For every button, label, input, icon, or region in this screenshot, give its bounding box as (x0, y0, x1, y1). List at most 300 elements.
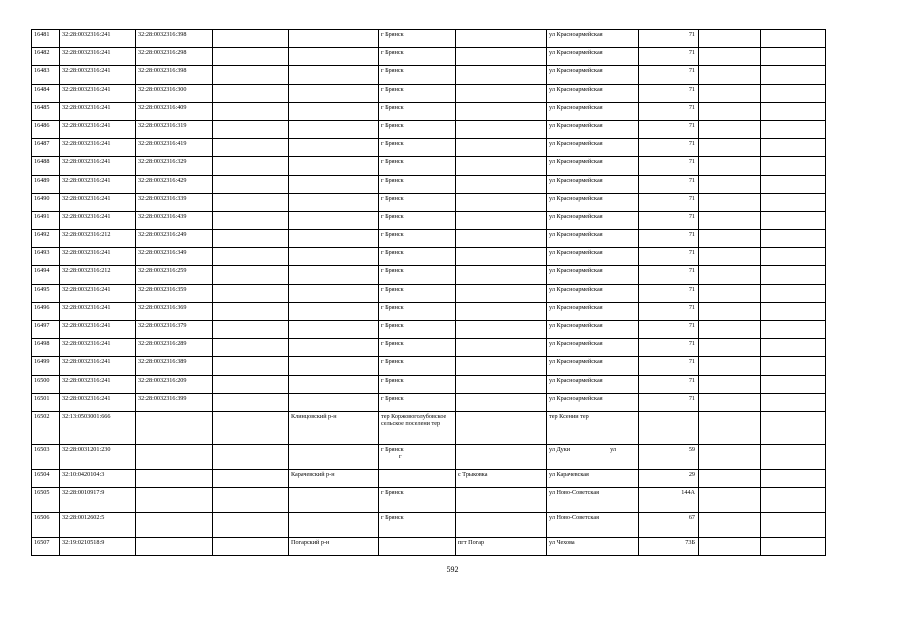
empty-cell (213, 375, 289, 393)
settlement (456, 321, 547, 339)
cadastral-number: 32:10:0420104:3 (60, 469, 136, 487)
city: г Брянск (379, 139, 456, 157)
house: 71 (639, 139, 699, 157)
city: г Брянск (379, 393, 456, 411)
house: 71 (639, 393, 699, 411)
street: ул Красноармейская (547, 302, 639, 320)
empty-cell (699, 321, 761, 339)
sub-cadastral-number: 32:28:0032316:389 (136, 357, 213, 375)
house: 71 (639, 211, 699, 229)
house: 71 (639, 66, 699, 84)
empty-cell (699, 66, 761, 84)
street: ул Красноармейская (547, 120, 639, 138)
empty-cell (699, 48, 761, 66)
empty-cell (699, 230, 761, 248)
table-row (32, 193, 826, 211)
cadastral-number: 32:19:0210518:9 (60, 538, 136, 556)
house: 71 (639, 120, 699, 138)
street: ул Красноармейская (547, 393, 639, 411)
table-row (32, 411, 826, 444)
street: ул Красноармейская (547, 339, 639, 357)
cadastral-number: 32:28:0010917:9 (60, 488, 136, 513)
district (289, 302, 379, 320)
street (547, 444, 639, 469)
row-number: 16500 (32, 375, 60, 393)
street-suffix: ул (610, 445, 616, 453)
empty-cell (213, 230, 289, 248)
empty-cell (761, 339, 826, 357)
street: ул Красноармейская (547, 248, 639, 266)
empty-cell (213, 538, 289, 556)
house: 71 (639, 357, 699, 375)
cadastral-number: 32:28:0032316:241 (60, 175, 136, 193)
table-row (32, 375, 826, 393)
empty-cell (213, 120, 289, 138)
row-number: 16504 (32, 469, 60, 487)
row-number: 16485 (32, 102, 60, 120)
district (289, 488, 379, 513)
district (289, 513, 379, 538)
cadastral-number: 32:28:0032316:212 (60, 230, 136, 248)
row-number: 16503 (32, 444, 60, 469)
empty-cell (213, 444, 289, 469)
sub-cadastral-number: 32:28:0032316:329 (136, 157, 213, 175)
cadastral-number: 32:28:0032316:241 (60, 357, 136, 375)
empty-cell (213, 284, 289, 302)
register-table (31, 29, 826, 556)
special-rows (32, 411, 826, 555)
district (289, 120, 379, 138)
settlement (456, 488, 547, 513)
empty-cell (213, 84, 289, 102)
empty-cell (761, 488, 826, 513)
empty-cell (761, 102, 826, 120)
table-row (32, 444, 826, 469)
empty-cell (213, 513, 289, 538)
row-number: 16483 (32, 66, 60, 84)
row-number: 16496 (32, 302, 60, 320)
settlement (456, 66, 547, 84)
city: г Брянск (379, 339, 456, 357)
row-number: 16505 (32, 488, 60, 513)
sub-cadastral-number (136, 411, 213, 444)
district (289, 102, 379, 120)
sub-cadastral-number: 32:28:0032316:398 (136, 30, 213, 48)
district: Карачевский р-н (289, 469, 379, 487)
street: ул Красноармейская (547, 357, 639, 375)
empty-cell (761, 48, 826, 66)
street: ул Ново-Советская (547, 488, 639, 513)
table-row (32, 393, 826, 411)
empty-cell (761, 211, 826, 229)
empty-cell (761, 375, 826, 393)
house: 71 (639, 230, 699, 248)
house: 71 (639, 248, 699, 266)
city: г Брянск (379, 211, 456, 229)
city: г Брянск (379, 30, 456, 48)
cadastral-number: 32:28:0032316:241 (60, 284, 136, 302)
empty-cell (213, 102, 289, 120)
settlement: с Трыковка (456, 469, 547, 487)
empty-cell (699, 193, 761, 211)
empty-cell (761, 357, 826, 375)
sub-cadastral-number: 32:28:0032316:439 (136, 211, 213, 229)
table-row (32, 513, 826, 538)
house: 71 (639, 266, 699, 284)
cadastral-number: 32:28:0032316:241 (60, 157, 136, 175)
table-row (32, 102, 826, 120)
street: тер Ксении тер (547, 411, 639, 444)
city: г Брянск (379, 375, 456, 393)
table-row (32, 321, 826, 339)
house: 71 (639, 375, 699, 393)
house: 71 (639, 321, 699, 339)
district (289, 66, 379, 84)
settlement (456, 444, 547, 469)
sub-cadastral-number: 32:28:0032316:289 (136, 339, 213, 357)
empty-cell (213, 469, 289, 487)
cadastral-number: 32:28:0032316:241 (60, 339, 136, 357)
empty-cell (699, 284, 761, 302)
street: ул Красноармейская (547, 84, 639, 102)
cadastral-number: 32:28:0032316:241 (60, 211, 136, 229)
empty-cell (761, 120, 826, 138)
empty-cell (761, 393, 826, 411)
empty-cell (699, 139, 761, 157)
empty-cell (699, 266, 761, 284)
sub-cadastral-number: 32:28:0032316:419 (136, 139, 213, 157)
district (289, 339, 379, 357)
city: г Брянск (379, 248, 456, 266)
settlement (456, 102, 547, 120)
table-row (32, 488, 826, 513)
cadastral-number: 32:28:0032316:241 (60, 321, 136, 339)
table-row (32, 538, 826, 556)
street-name: ул Дуки (549, 445, 571, 453)
empty-cell (699, 248, 761, 266)
city: г Брянск (379, 193, 456, 211)
district (289, 393, 379, 411)
cadastral-number: 32:28:0012602:5 (60, 513, 136, 538)
sub-cadastral-number (136, 469, 213, 487)
district (289, 230, 379, 248)
district (289, 375, 379, 393)
street: ул Красноармейская (547, 284, 639, 302)
sub-cadastral-number: 32:28:0032316:298 (136, 48, 213, 66)
street: ул Красноармейская (547, 175, 639, 193)
city: г Брянск (379, 321, 456, 339)
settlement (456, 175, 547, 193)
row-number: 16488 (32, 157, 60, 175)
district (289, 357, 379, 375)
cadastral-number: 32:28:0032316:241 (60, 248, 136, 266)
empty-cell (761, 139, 826, 157)
settlement (456, 375, 547, 393)
empty-cell (761, 284, 826, 302)
house: 71 (639, 193, 699, 211)
city: г Брянск (379, 357, 456, 375)
street: ул Карачевская (547, 469, 639, 487)
row-number: 16495 (32, 284, 60, 302)
city: г Брянск (379, 66, 456, 84)
row-number: 16493 (32, 248, 60, 266)
empty-cell (213, 357, 289, 375)
house: 71 (639, 284, 699, 302)
cadastral-number: 32:28:0032316:212 (60, 266, 136, 284)
empty-cell (213, 302, 289, 320)
settlement (456, 513, 547, 538)
empty-cell (213, 139, 289, 157)
house: 29 (639, 469, 699, 487)
settlement (456, 411, 547, 444)
settlement (456, 339, 547, 357)
street: ул Красноармейская (547, 230, 639, 248)
table-row (32, 230, 826, 248)
house: 71 (639, 84, 699, 102)
city: г Брянск (379, 120, 456, 138)
house: 67 (639, 513, 699, 538)
district: Погарский р-н (289, 538, 379, 556)
empty-cell (761, 193, 826, 211)
house: 71 (639, 157, 699, 175)
city: г Брянск (379, 302, 456, 320)
house: 71 (639, 102, 699, 120)
house: 59 (639, 444, 699, 469)
empty-cell (213, 411, 289, 444)
row-number: 16489 (32, 175, 60, 193)
sub-cadastral-number: 32:28:0032316:429 (136, 175, 213, 193)
empty-cell (213, 193, 289, 211)
house: 73Б (639, 538, 699, 556)
house: 71 (639, 339, 699, 357)
city: г Брянск (379, 175, 456, 193)
city: г Брянск (379, 513, 456, 538)
cadastral-number: 32:28:0032316:241 (60, 120, 136, 138)
empty-cell (761, 266, 826, 284)
district: Клинцовский р-н (289, 411, 379, 444)
table-row (32, 357, 826, 375)
sub-cadastral-number (136, 488, 213, 513)
street: ул Красноармейская (547, 157, 639, 175)
city: тер Коржовоголубовское сельское поселени тер (379, 411, 456, 444)
street: ул Красноармейская (547, 375, 639, 393)
settlement (456, 211, 547, 229)
table-row (32, 120, 826, 138)
empty-cell (699, 488, 761, 513)
table-row (32, 30, 826, 48)
empty-cell (761, 66, 826, 84)
table-row (32, 248, 826, 266)
empty-cell (213, 488, 289, 513)
street: ул Красноармейская (547, 139, 639, 157)
cadastral-number: 32:28:0032316:241 (60, 102, 136, 120)
district (289, 157, 379, 175)
register-rows (32, 30, 826, 412)
empty-cell (761, 469, 826, 487)
empty-cell (761, 175, 826, 193)
district (289, 193, 379, 211)
row-number: 16494 (32, 266, 60, 284)
district (289, 284, 379, 302)
empty-cell (761, 513, 826, 538)
sub-cadastral-number: 32:28:0032316:379 (136, 321, 213, 339)
district (289, 175, 379, 193)
cadastral-number: 32:28:0032316:241 (60, 393, 136, 411)
house: 71 (639, 48, 699, 66)
row-number: 16484 (32, 84, 60, 102)
empty-cell (761, 321, 826, 339)
street: ул Красноармейская (547, 30, 639, 48)
city: г Брянск (379, 284, 456, 302)
street: ул Красноармейская (547, 266, 639, 284)
empty-cell (699, 120, 761, 138)
city: г Брянск (379, 230, 456, 248)
row-number: 16507 (32, 538, 60, 556)
table-row (32, 266, 826, 284)
street: ул Чехова (547, 538, 639, 556)
district (289, 321, 379, 339)
row-number: 16486 (32, 120, 60, 138)
house: 71 (639, 302, 699, 320)
row-number: 16501 (32, 393, 60, 411)
sub-cadastral-number: 32:28:0032316:339 (136, 193, 213, 211)
empty-cell (699, 393, 761, 411)
cadastral-number: 32:28:0032316:241 (60, 48, 136, 66)
empty-cell (213, 211, 289, 229)
empty-cell (213, 175, 289, 193)
table-row (32, 284, 826, 302)
city (379, 444, 456, 469)
cadastral-number: 32:28:0032316:241 (60, 302, 136, 320)
settlement (456, 193, 547, 211)
empty-cell (213, 157, 289, 175)
city: г Брянск (379, 266, 456, 284)
settlement (456, 393, 547, 411)
city: г Брянск (379, 48, 456, 66)
district (289, 139, 379, 157)
cadastral-number: 32:28:0032316:241 (60, 30, 136, 48)
sub-cadastral-number: 32:28:0032316:369 (136, 302, 213, 320)
street: ул Красноармейская (547, 66, 639, 84)
house (639, 411, 699, 444)
empty-cell (699, 30, 761, 48)
district (289, 211, 379, 229)
cadastral-number: 32:13:0503001:666 (60, 411, 136, 444)
settlement (456, 266, 547, 284)
settlement (456, 230, 547, 248)
settlement (456, 139, 547, 157)
row-number: 16487 (32, 139, 60, 157)
empty-cell (699, 375, 761, 393)
settlement (456, 357, 547, 375)
settlement (456, 120, 547, 138)
street: ул Ново-Советская (547, 513, 639, 538)
empty-cell (699, 302, 761, 320)
empty-cell (699, 444, 761, 469)
city (379, 469, 456, 487)
cadastral-number: 32:28:0031201:230 (60, 444, 136, 469)
empty-cell (699, 84, 761, 102)
empty-cell (761, 230, 826, 248)
city (379, 538, 456, 556)
page-number: 592 (446, 565, 459, 574)
empty-cell (699, 211, 761, 229)
empty-cell (699, 538, 761, 556)
empty-cell (761, 538, 826, 556)
street: ул Красноармейская (547, 321, 639, 339)
sub-cadastral-number: 32:28:0032316:398 (136, 66, 213, 84)
table-row (32, 48, 826, 66)
city: г Брянск (379, 102, 456, 120)
empty-cell (699, 411, 761, 444)
settlement: пгт Погар (456, 538, 547, 556)
row-number: 16481 (32, 30, 60, 48)
house: 144А (639, 488, 699, 513)
table-row (32, 84, 826, 102)
sub-cadastral-number (136, 444, 213, 469)
empty-cell (699, 157, 761, 175)
city-line: г Брянск (381, 445, 404, 453)
row-number: 16502 (32, 411, 60, 444)
settlement (456, 302, 547, 320)
sub-cadastral-number: 32:28:0032316:349 (136, 248, 213, 266)
empty-cell (213, 393, 289, 411)
row-number: 16498 (32, 339, 60, 357)
city: г Брянск (379, 84, 456, 102)
sub-cadastral-number (136, 513, 213, 538)
district (289, 48, 379, 66)
empty-cell (761, 30, 826, 48)
empty-cell (213, 266, 289, 284)
sub-cadastral-number: 32:28:0032316:319 (136, 120, 213, 138)
street: ул Красноармейская (547, 48, 639, 66)
row-number: 16482 (32, 48, 60, 66)
settlement (456, 157, 547, 175)
empty-cell (761, 84, 826, 102)
empty-cell (761, 444, 826, 469)
empty-cell (213, 339, 289, 357)
table-row (32, 211, 826, 229)
sub-cadastral-number: 32:28:0032316:209 (136, 375, 213, 393)
sub-cadastral-number: 32:28:0032316:259 (136, 266, 213, 284)
table-row (32, 66, 826, 84)
street: ул Красноармейская (547, 211, 639, 229)
street: ул Красноармейская (547, 193, 639, 211)
sub-cadastral-number: 32:28:0032316:399 (136, 393, 213, 411)
sub-cadastral-number: 32:28:0032316:249 (136, 230, 213, 248)
row-number: 16506 (32, 513, 60, 538)
settlement (456, 48, 547, 66)
table-row (32, 339, 826, 357)
cadastral-number: 32:28:0032316:241 (60, 84, 136, 102)
row-number: 16490 (32, 193, 60, 211)
empty-cell (761, 302, 826, 320)
house: 71 (639, 175, 699, 193)
row-number: 16492 (32, 230, 60, 248)
empty-cell (699, 339, 761, 357)
row-number: 16497 (32, 321, 60, 339)
district (289, 266, 379, 284)
table-row (32, 139, 826, 157)
settlement (456, 84, 547, 102)
empty-cell (761, 248, 826, 266)
settlement (456, 248, 547, 266)
cadastral-number: 32:28:0032316:241 (60, 66, 136, 84)
empty-cell (213, 48, 289, 66)
cadastral-number: 32:28:0032316:241 (60, 193, 136, 211)
empty-cell (213, 321, 289, 339)
sub-cadastral-number (136, 538, 213, 556)
